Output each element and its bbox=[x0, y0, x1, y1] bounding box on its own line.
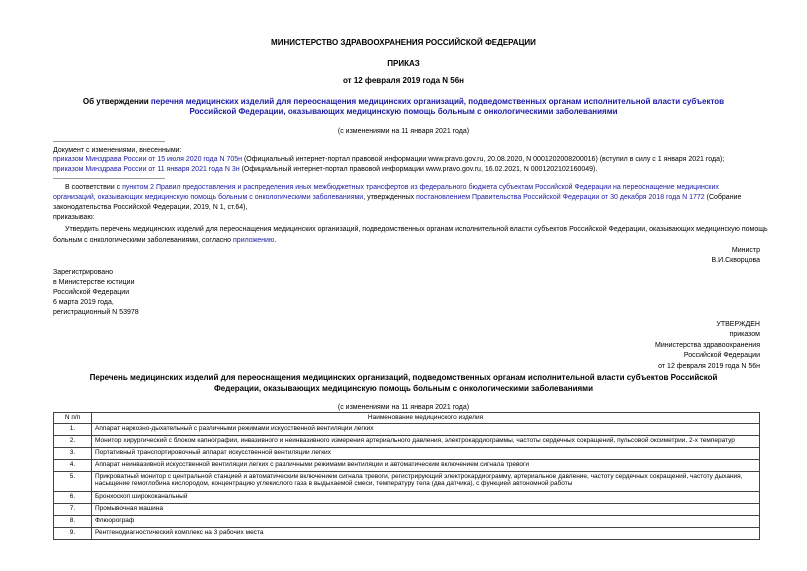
row-name: Бронхоскоп ширококанальный bbox=[92, 492, 760, 504]
row-num: 2. bbox=[54, 436, 92, 448]
order-text-line-2 bbox=[53, 236, 276, 246]
row-name: Монитор хирургический с блоком капнографии, инвазивного и неинвазивного измерения артериального давления, электрокардиограммы, частоты сердечных сокращений, пульсовой оксиметрии, 2-х температур bbox=[92, 436, 760, 448]
document-title-line2[interactable]: Российской Федерации, оказывающих медицинскую помощь больным с онкологическими заболеваниями bbox=[189, 107, 618, 116]
decree-link[interactable]: постановлением Правительства Российской Федерации от 30 декабря 2018 года N 1772 bbox=[416, 194, 705, 201]
row-num: 3. bbox=[54, 448, 92, 460]
row-name: Аппарат неинвазивной искусственной вентиляции легких с различными режимами вентиляции и автоматическим включением сигнала тревоги bbox=[92, 460, 760, 472]
change-line-1 bbox=[53, 155, 724, 165]
order-text: больным с онкологическими заболеваниями, согласно bbox=[53, 237, 234, 244]
row-num: 8. bbox=[54, 516, 92, 528]
list-title-line1: Перечень медицинских изделий для переоснащения медицинских организаций, подведомственных органам исполнительной власти субъектов Российской bbox=[89, 373, 718, 382]
col-header-name: Наименование медицинского изделия bbox=[92, 413, 760, 424]
document-title-line1 bbox=[0, 97, 807, 107]
row-name: Промывочная машина bbox=[92, 504, 760, 516]
table-header-row bbox=[54, 413, 760, 424]
row-num: 5. bbox=[54, 472, 92, 492]
order-text: . bbox=[274, 237, 277, 244]
change-link-1[interactable]: приказом Минздрава России от 15 июля 2020 года N 705н bbox=[53, 156, 243, 163]
table-row bbox=[54, 448, 760, 460]
table-row bbox=[54, 516, 760, 528]
row-num: 1. bbox=[54, 424, 92, 436]
rules-link-cont[interactable]: организаций, оказывающих медицинскую помощь больным с онкологическими заболеваниями bbox=[53, 194, 364, 201]
divider bbox=[53, 141, 165, 142]
table-row bbox=[54, 504, 760, 516]
appendix-link[interactable]: приложению bbox=[233, 237, 275, 244]
ministry-heading: МИНИСТЕРСТВО ЗДРАВООХРАНЕНИЯ РОССИЙСКОЙ ФЕДЕРАЦИИ bbox=[271, 38, 536, 47]
row-name-line1: Прикроватный монитор с центральной станцией и автоматическим включением сигнала тревоги, регистрирующий электрокардиограмму, артериальное давление, частоту сердечных сокращений, частоту дыхания, bbox=[95, 473, 743, 480]
registration-line: в Министерстве юстиции bbox=[53, 279, 135, 286]
row-name: Рентгенодиагностический комплекс на 3 рабочих места bbox=[92, 528, 760, 540]
title-link[interactable]: перечня медицинских изделий для переоснащения медицинских организаций, подведомственных органам исполнительной власти субъектов bbox=[150, 97, 725, 106]
devices-table bbox=[53, 412, 760, 540]
approval-line: УТВЕРЖДЕН bbox=[716, 321, 760, 328]
change-text-1: (Официальный интернет-портал правовой информации www.pravo.gov.ru, 20.08.2020, N 0001202008200016) (вступил в силу с 1 января 2021 года); bbox=[242, 156, 725, 163]
signature-name: В.И.Скворцова bbox=[711, 257, 760, 264]
preamble-line-4: приказываю: bbox=[53, 214, 95, 221]
title-prefix: Об утверждении bbox=[82, 97, 151, 106]
approval-line: от 12 февраля 2019 года N 56н bbox=[658, 363, 760, 370]
row-name: Флюорограф bbox=[92, 516, 760, 528]
table-row bbox=[54, 492, 760, 504]
registration-line: 6 марта 2019 года, bbox=[53, 299, 114, 306]
row-name: Аппарат наркозно-дыхательный с различными режимами искусственной вентиляции легких bbox=[92, 424, 760, 436]
registration-line: регистрационный N 53978 bbox=[53, 309, 139, 316]
change-link-2[interactable]: приказом Минздрава России от 11 января 2021 года N 3н bbox=[53, 166, 240, 173]
col-header-num: N п/п bbox=[54, 413, 92, 424]
order-word: ПРИКАЗ bbox=[387, 59, 420, 68]
divider bbox=[53, 178, 165, 179]
row-num: 4. bbox=[54, 460, 92, 472]
change-line-2 bbox=[53, 165, 597, 175]
table-row bbox=[54, 528, 760, 540]
preamble-text: , утвержденных bbox=[363, 194, 417, 201]
approval-line: приказом bbox=[729, 331, 760, 338]
row-num: 7. bbox=[54, 504, 92, 516]
rules-link[interactable]: пунктом 2 Правил предоставления и распределения иных межбюджетных трансфертов из федерального бюджета субъектам Российской Федерации на переоснащение медицинских bbox=[122, 184, 719, 191]
table-row bbox=[54, 472, 760, 492]
preamble-text: (Собрание bbox=[704, 194, 742, 201]
table-row bbox=[54, 436, 760, 448]
preamble-text: В соответствии с bbox=[65, 184, 123, 191]
list-amended-note: (с изменениями на 11 января 2021 года) bbox=[337, 404, 470, 411]
changes-intro: Документ с изменениями, внесенными: bbox=[53, 147, 182, 154]
approval-line: Министерства здравоохранения bbox=[655, 342, 760, 349]
change-text-2: (Официальный интернет-портал правовой информации www.pravo.gov.ru, 16.02.2021, N 0001202102160049). bbox=[239, 166, 598, 173]
registration-line: Зарегистрировано bbox=[53, 269, 113, 276]
row-name bbox=[92, 472, 760, 492]
table-row bbox=[54, 460, 760, 472]
registration-line: Российской Федерации bbox=[53, 289, 130, 296]
row-name: Портативный транспортировочный аппарат искусственной вентиляции легких bbox=[92, 448, 760, 460]
preamble-line-1 bbox=[65, 183, 719, 193]
row-num: 9. bbox=[54, 528, 92, 540]
preamble-line-3: законодательства Российской Федерации, 2019, N 1, ст.64), bbox=[53, 204, 248, 211]
row-num: 6. bbox=[54, 492, 92, 504]
preamble-line-2 bbox=[53, 193, 741, 203]
list-title-line2: Федерации, оказывающих медицинскую помощь больным с онкологическими заболеваниями bbox=[213, 384, 594, 393]
row-name-line2: насыщение гемоглобина кислородом, концентрацию углекислого газа в выдыхаемой смеси, температуру тела (два датчика), с функцией автономной работы bbox=[95, 480, 573, 487]
signature-role: Министр bbox=[731, 247, 760, 254]
order-text-line-1: Утвердить перечень медицинских изделий для переоснащения медицинских организаций, подведомственных органам исполнительной власти субъектов Российской Федерации, оказывающих медицинскую помощь bbox=[65, 226, 768, 233]
amended-note: (с изменениями на 11 января 2021 года) bbox=[337, 128, 470, 135]
table-row bbox=[54, 424, 760, 436]
approval-line: Российской Федерации bbox=[683, 352, 760, 359]
order-date: от 12 февраля 2019 года N 56н bbox=[342, 76, 465, 85]
